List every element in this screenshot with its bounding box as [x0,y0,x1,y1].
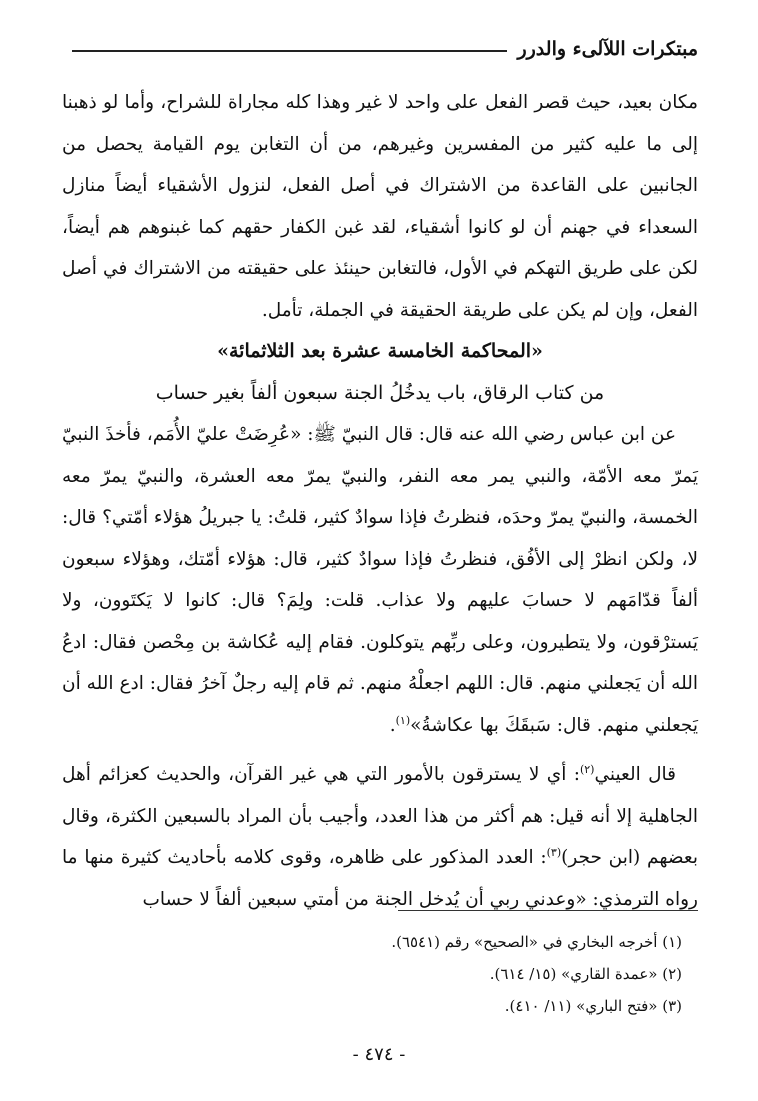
footnote-ref-3: (٣) [546,845,562,859]
running-header [72,34,698,64]
footnote-3: (٣) «فتح الباري» (١١/ ٤١٠). [504,997,682,1015]
section-title: «المحاكمة الخامسة عشرة بعد الثلاثمائة» [217,340,543,362]
header-rule [72,50,507,52]
book-title: مبتكرات اللآلیء والدرر [517,38,698,60]
section-subtitle: من كتاب الرقاق، باب يدخُلُ الجنة سبعون ألفاً بغير حساب [155,381,605,404]
commentary-end: : العدد المذكور على ظاهره، وقوى كلامه بأحاديث كثيرة منها ما رواه الترمذي: «وعدني ربي أن يُدخل الجنة من أمتي سبعين ألفاً لا حساب [62,847,698,910]
footnote-divider [398,910,698,911]
footnote-1: (١) أخرجه البخاري في «الصحيح» رقم (٦٥٤١). [391,933,682,951]
page-number: - ٤٧٤ - [352,1044,406,1065]
commentary-start: قال العيني [594,764,677,785]
footnote-ref-1: (١) [395,713,411,727]
paragraph-hadith [62,414,698,746]
main-text [62,82,698,920]
commentary-mid: : أي لا يسترقون بالأمور التي هي غير القرآن، والحديث كعزائم أهل الجاهلية إلا أنه قيل: هم أكثر من هذا العدد، وأجيب بأن المراد بالسبعين الكثرة، وقال بعضهم (ابن حجر) [62,764,698,868]
footnote-ref-2: (٢) [579,762,595,776]
footnote-2: (٢) «عمدة القاري» (١٥/ ٦١٤). [489,965,682,983]
hadith-text: عن ابن عباس رضي الله عنه قال: قال النبيّ ﷺ: «عُرِضَتْ عليّ الأُمَم، فأخذَ النبيّ يَمرّ معه الأمّة، والنبي يمر معه النفر، والنبيّ يمرّ معه العشرة، والنبيّ يمرّ معه الخمسة، والنبيّ يمرّ وحدَه، فنظرتُ فإذا سوادٌ كثير، قلتُ: يا جبريلُ هؤلاء أمّتي؟ قال: لا، ولكن انظرْ إلى الأفُق، فنظرتُ فإذا سوادٌ كثير، قال: هؤلاء أمّتك، وهؤلاء سبعون ألفاً قدّامَهم لا حسابَ عليهم ولا عذاب. قلت: ولِمَ؟ قال: كانوا لا يَكتَوون، ولا يَسترْقون، ولا يتطيرون، وعلى ربِّهم يتوكلون. فقام إليه عُكاشة بن مِحْصن فقال: ادعُ الله أن يَجعلني منهم. قال: اللهم اجعلْهُ منهم. ثم قام إليه رجلٌ آخرُ فقال: ادع الله أن يَجعلني منهم. قال: سَبقَكَ بها عكاشةُ» [62,424,698,736]
paragraph-1: مكان بعيد، حيث قصر الفعل على واحد لا غير وهذا كله مجاراة للشراح، وأما لو ذهبنا إلى ما عليه كثير من المفسرين وغيرهم، من أن التغابن يوم القيامة يحصل من الجانبين على القاعدة من الاشتراك في أصل الفعل، لنزول الأشقياء أيضاً منازل السعداء في جهنم أن لو كانوا أشقياء، لقد غبن الكفار حقهم كما غبنوهم هم أيضاً، لكن على طريق التهكم في الأول، فالتغابن حينئذ على حقيقته من الاشتراك في أصل الفعل، وإن لم يكن على طريقة الحقيقة في الجملة، تأمل. [62,92,698,321]
paragraph-commentary [62,754,698,920]
footnotes [62,926,698,1022]
hadith-end: . [389,714,396,736]
paragraph-gap [62,746,698,754]
